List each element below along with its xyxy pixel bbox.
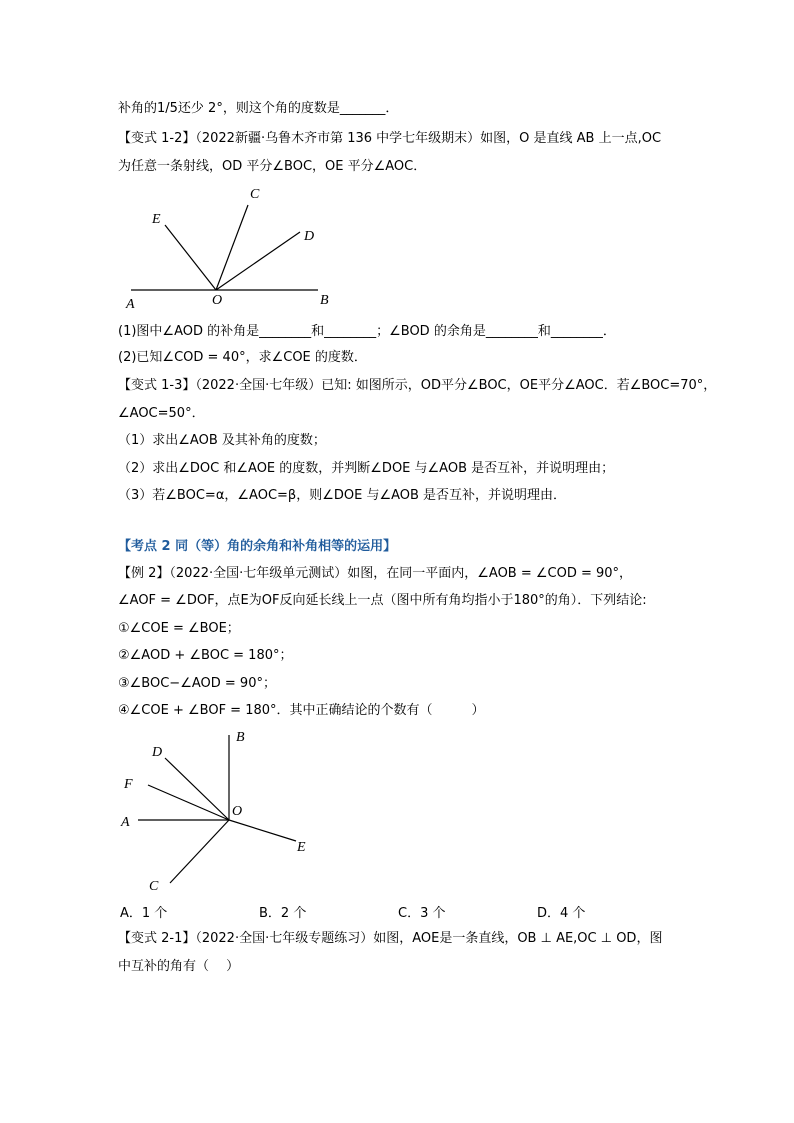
text-line-3: 为任意一条射线，OD 平分∠BOC，OE 平分∠AOC． [118,159,427,174]
option-a: A．1 个 [120,906,168,921]
label-O: O [232,804,243,819]
option-d: D．4 个 [537,906,586,921]
option-b: B．2 个 [259,906,307,921]
label-E: E [152,212,161,227]
conclusion-3: ③∠BOC−∠AOD = 90°； [118,676,276,691]
ray-OC [216,205,248,290]
text-line-12: ∠AOF = ∠DOF，点E为OF反向延长线上一点（图中所有角均指小于180°的角）．下列结论: [118,593,647,608]
ray-OC [170,820,229,883]
text-line-5: (2)已知∠COD = 40°，求∠COE 的度数． [118,350,367,365]
ray-OD [165,758,229,820]
text-line-9: （2）求出∠DOC 和∠AOE 的度数，并判断∠DOE 与∠AOB 是否互补，并说明理由； [118,461,615,476]
label-B: B [236,730,245,745]
label-F: F [124,777,133,792]
conclusion-4: ④∠COE + ∠BOF = 180°．其中正确结论的个数有（ ） [118,703,485,718]
label-D: D [304,229,315,244]
text-line-1: 补角的1/5还少 2°，则这个角的度数是_______． [118,101,399,116]
text-line-10: （3）若∠BOC=α，∠AOC=β，则∠DOE 与∠AOB 是否互补，并说明理由． [118,488,567,503]
conclusion-1: ①∠COE = ∠BOE； [118,621,240,636]
label-D: D [152,745,163,760]
label-A: A [121,815,130,830]
variant-1-2-title: 【变式 1-2】（2022新疆·乌鲁木齐市第 136 中学七年级期末）如图，O 是直线 AB 上一点,OC [118,131,662,146]
ray-OF [148,785,229,820]
text-line-4: (1)图中∠AOD 的补角是________和________；∠BOD 的余角是________和________． [118,324,616,339]
label-E: E [297,840,306,855]
label-B: B [320,293,329,308]
text-line-18: 中互补的角有（ ） [118,959,240,974]
text-line-7: ∠AOC=50°． [118,406,205,421]
variant-1-3-title: 【变式 1-3】（2022·全国·七年级）已知: 如图所示，OD平分∠BOC，OE平分∠AOC．若∠BOC=70°， [118,378,717,393]
ray-OE [229,820,296,841]
example-2-title: 【例 2】（2022·全国·七年级单元测试）如图，在同一平面内，∠AOB = ∠COD = 90°， [118,566,633,581]
ray-OE [165,225,216,290]
conclusion-2: ②∠AOD + ∠BOC = 180°； [118,648,293,663]
variant-2-1-title: 【变式 2-1】（2022·全国·七年级专题练习）如图，AOE是一条直线，OB ⊥ AE,OC ⊥ OD，图 [118,931,663,946]
section-heading: 【考点 2 同（等）角的余角和补角相等的运用】 [118,539,397,554]
label-O: O [212,293,223,308]
label-C: C [149,879,159,894]
text-line-8: （1）求出∠AOB 及其补角的度数； [118,433,326,448]
option-c: C．3 个 [398,906,446,921]
figure-1 [118,180,358,310]
figure-2 [118,725,328,900]
label-A: A [126,297,135,310]
label-C: C [250,187,260,202]
ray-OD [216,232,300,290]
